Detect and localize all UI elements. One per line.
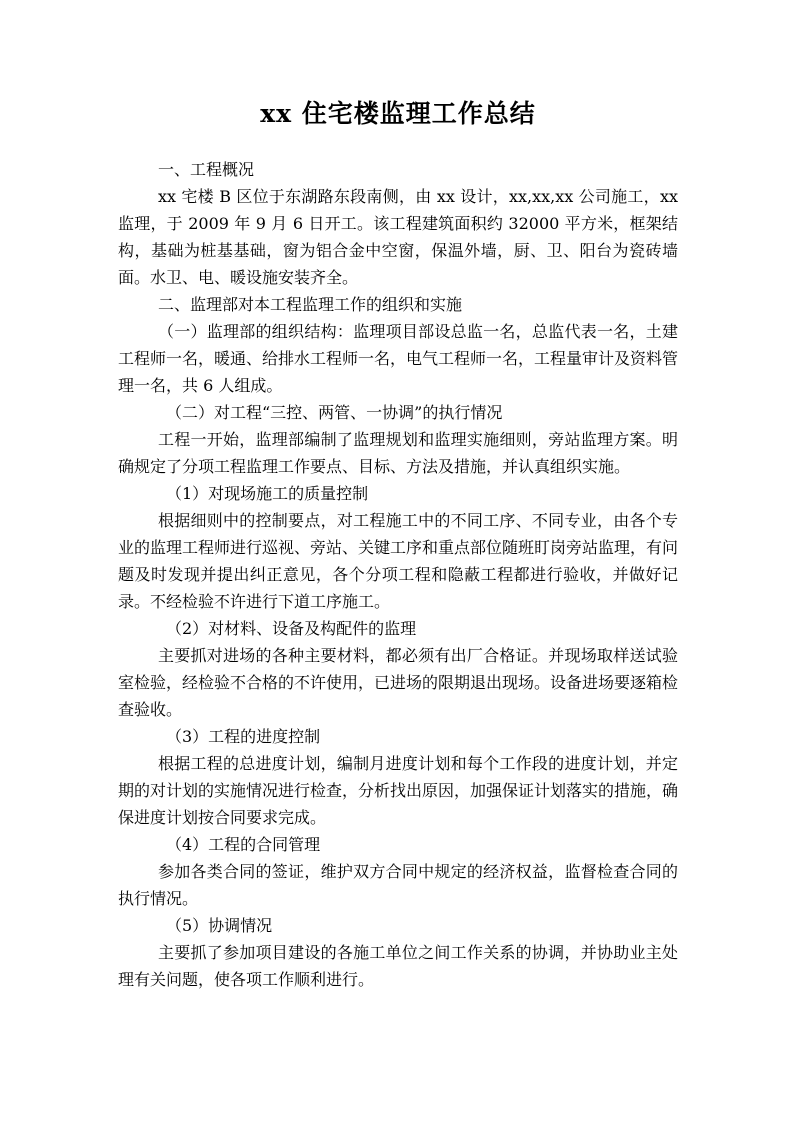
document-body: [118, 156, 678, 993]
section-heading-organization: 二、监理部对本工程监理工作的组织和实施: [158, 295, 463, 314]
paragraph-structure: （一）监理部的组织结构：监理项目部设总监一名，总监代表一名，土建工程师一名，暖通、给排水工程师一名，电气工程师一名，工程量审计及资料管理一名，共 6 人组成。: [118, 322, 679, 395]
section-heading-overview: 一、工程概况: [158, 160, 255, 179]
item-heading-materials: （2）对材料、设备及构配件的监理: [166, 619, 417, 638]
paragraph-overview: xx 宅楼 B 区位于东湖路东段南侧，由 xx 设计，xx,xx,xx 公司施工，xx 监理，于 2009 年 9 月 6 日开工。该工程建筑面积约 32000 平方米，框架结构，基础为桩基基础，窗为铝合金中空窗，保温外墙，厨、卫、阳台为瓷砖墙面。水卫、电、暖设施安装齐全。: [118, 187, 678, 287]
subsection-heading-execution: （二）对工程“三控、两管、一协调”的执行情况: [166, 403, 503, 422]
paragraph-execution: 工程一开始，监理部编制了监理规划和监理实施细则，旁站监理方案。明确规定了分项工程监理工作要点、目标、方法及措施，并认真组织实施。: [118, 430, 678, 476]
paragraph-contract: 参加各类合同的签证，维护双方合同中规定的经济权益，监督检查合同的执行情况。: [118, 862, 678, 908]
item-heading-schedule: （3）工程的进度控制: [166, 727, 321, 746]
paragraph-quality: 根据细则中的控制要点，对工程施工中的不同工序、不同专业，由各个专业的监理工程师进行巡视、旁站、关键工序和重点部位随班盯岗旁站监理，有问题及时发现并提出纠正意见，各个分项工程和隐蔽工程都进行验收，并做好记录。不经检验不许进行下道工序施工。: [118, 511, 679, 611]
document-title: xx 住宅楼监理工作总结: [260, 99, 536, 128]
item-heading-contract: （4）工程的合同管理: [166, 835, 321, 854]
paragraph-schedule: 根据工程的总进度计划，编制月进度计划和每个工作段的进度计划，并定期的对计划的实施情况进行检查，分析找出原因，加强保证计划落实的措施，确保进度计划按合同要求完成。: [118, 754, 679, 827]
paragraph-coordination: 主要抓了参加项目建设的各施工单位之间工作关系的协调，并协助业主处理有关问题，使各项工作顺利进行。: [118, 943, 678, 989]
item-heading-coordination: （5）协调情况: [166, 916, 273, 935]
paragraph-materials: 主要抓对进场的各种主要材料，都必须有出厂合格证。并现场取样送试验室检验，经检验不合格的不许使用，已进场的限期退出现场。设备进场要逐箱检查验收。: [118, 646, 679, 719]
item-heading-quality: （1）对现场施工的质量控制: [166, 484, 369, 503]
